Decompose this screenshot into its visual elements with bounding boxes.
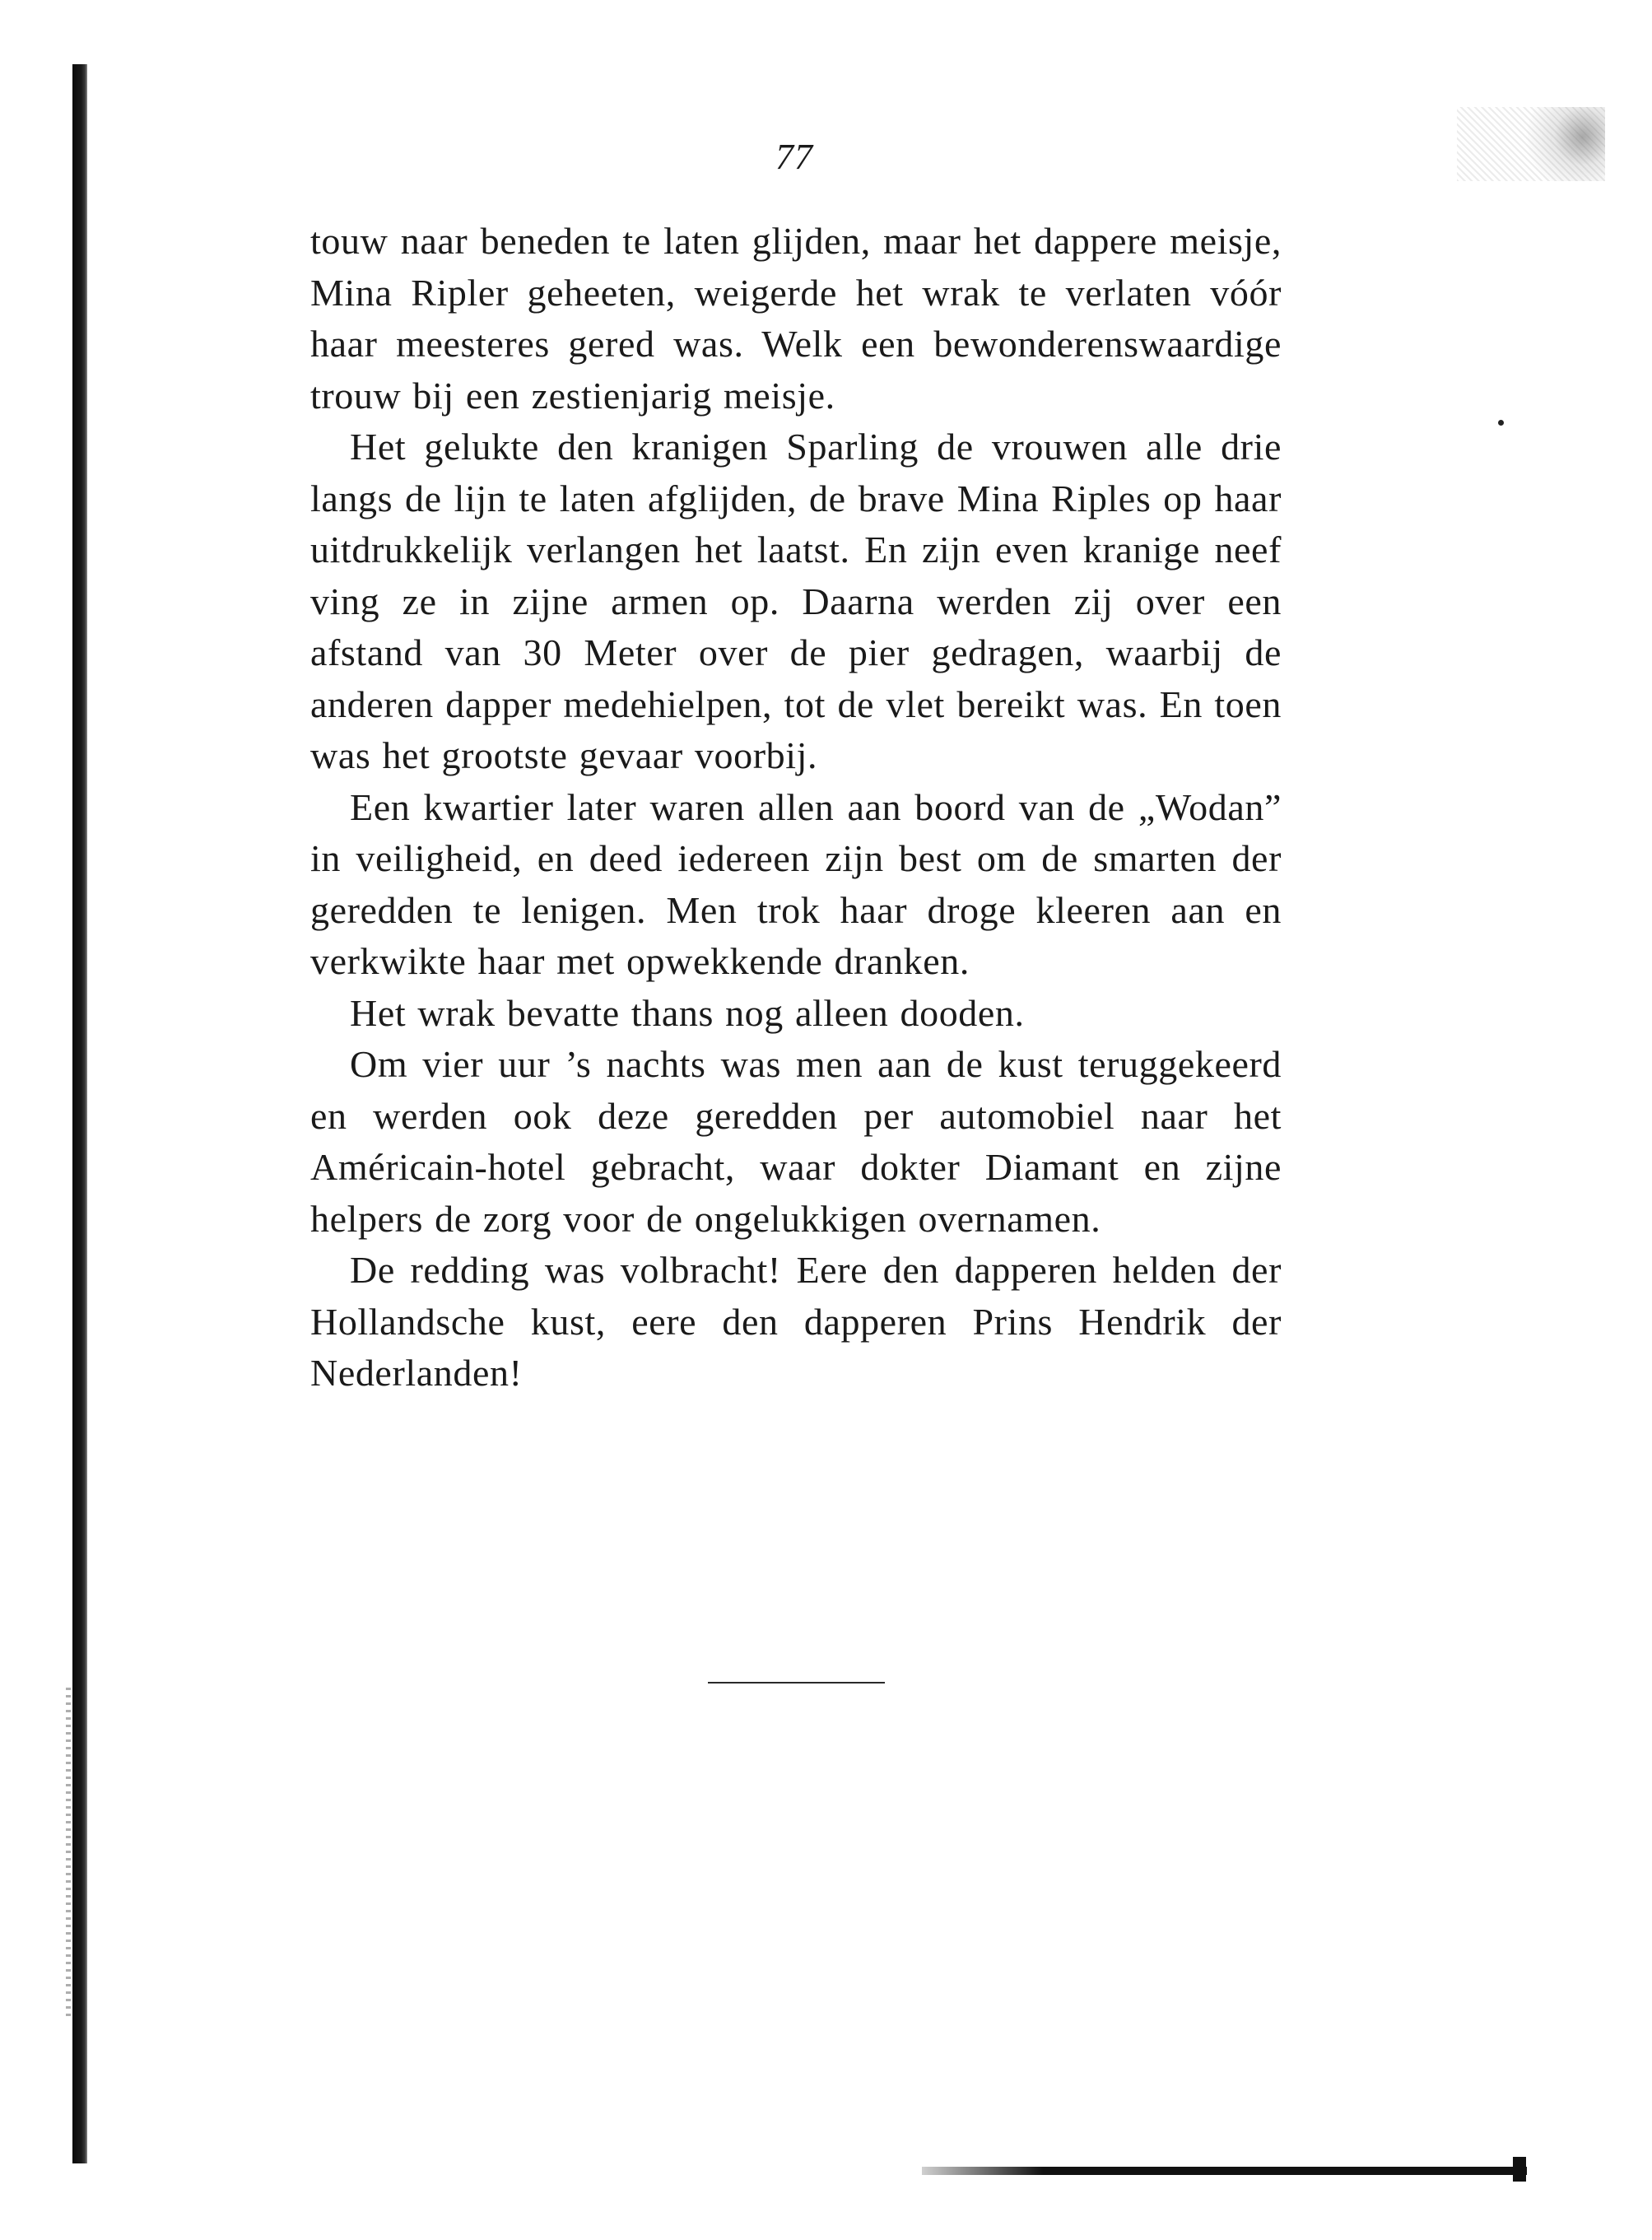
paragraph-1: touw naar beneden te laten glijden, maar het dappere meisje, Mina Ripler geheeten, weigerde het wrak te verlaten vóór haar meesteres gered was. Welk een bewonderenswaardige trouw bij een zestienjarig meisje. [310,220,1282,417]
paragraph-4: Het wrak bevatte thans nog alleen dooden. [350,991,1025,1034]
body-text [310,216,1282,1399]
scan-bottom-edge-line [922,2167,1527,2175]
scan-bottom-edge-block [1513,2157,1526,2182]
paragraph-6: De redding was volbracht! Eere den dapperen helden der Hollandsche kust, eere den dapperen Prins Hendrik der Nederlanden! [310,1249,1282,1394]
scan-speck [1498,420,1504,426]
page-number: 77 [775,137,813,177]
paragraph-2: Het gelukte den kranigen Sparling de vrouwen alle drie langs de lijn te laten afglijden, de brave Mina Riples op haar uitdrukkelijk verlangen het laatst. En zijn even kranige neef ving ze in zijne armen op. Daarna werden zij over een afstand van 30 Meter over de pier gedragen, waarbij de anderen dapper medehielpen, tot de vlet bereikt was. En toen was het grootste gevaar voorbij. [310,426,1282,776]
scan-noise-mark [1457,107,1605,181]
paragraph-5: Om vier uur ’s nachts was men aan de kust teruggekeerd en werden ook deze geredden per automobiel naar het Américain-hotel gebracht, waar dokter Diamant en zijne helpers de zorg voor de ongelukkigen overnamen. [310,1043,1282,1240]
paragraph-3: Een kwartier later waren allen aan boord van de „Wodan” in veiligheid, en deed iedereen zijn best om de smarten der geredden te lenigen. Men trok haar droge kleeren aan en verkwikte haar met opwekkende dranken. [310,785,1282,982]
binding-edge-texture [66,1688,71,2017]
binding-edge-shadow [72,64,87,2163]
end-of-chapter-rule [708,1682,885,1683]
